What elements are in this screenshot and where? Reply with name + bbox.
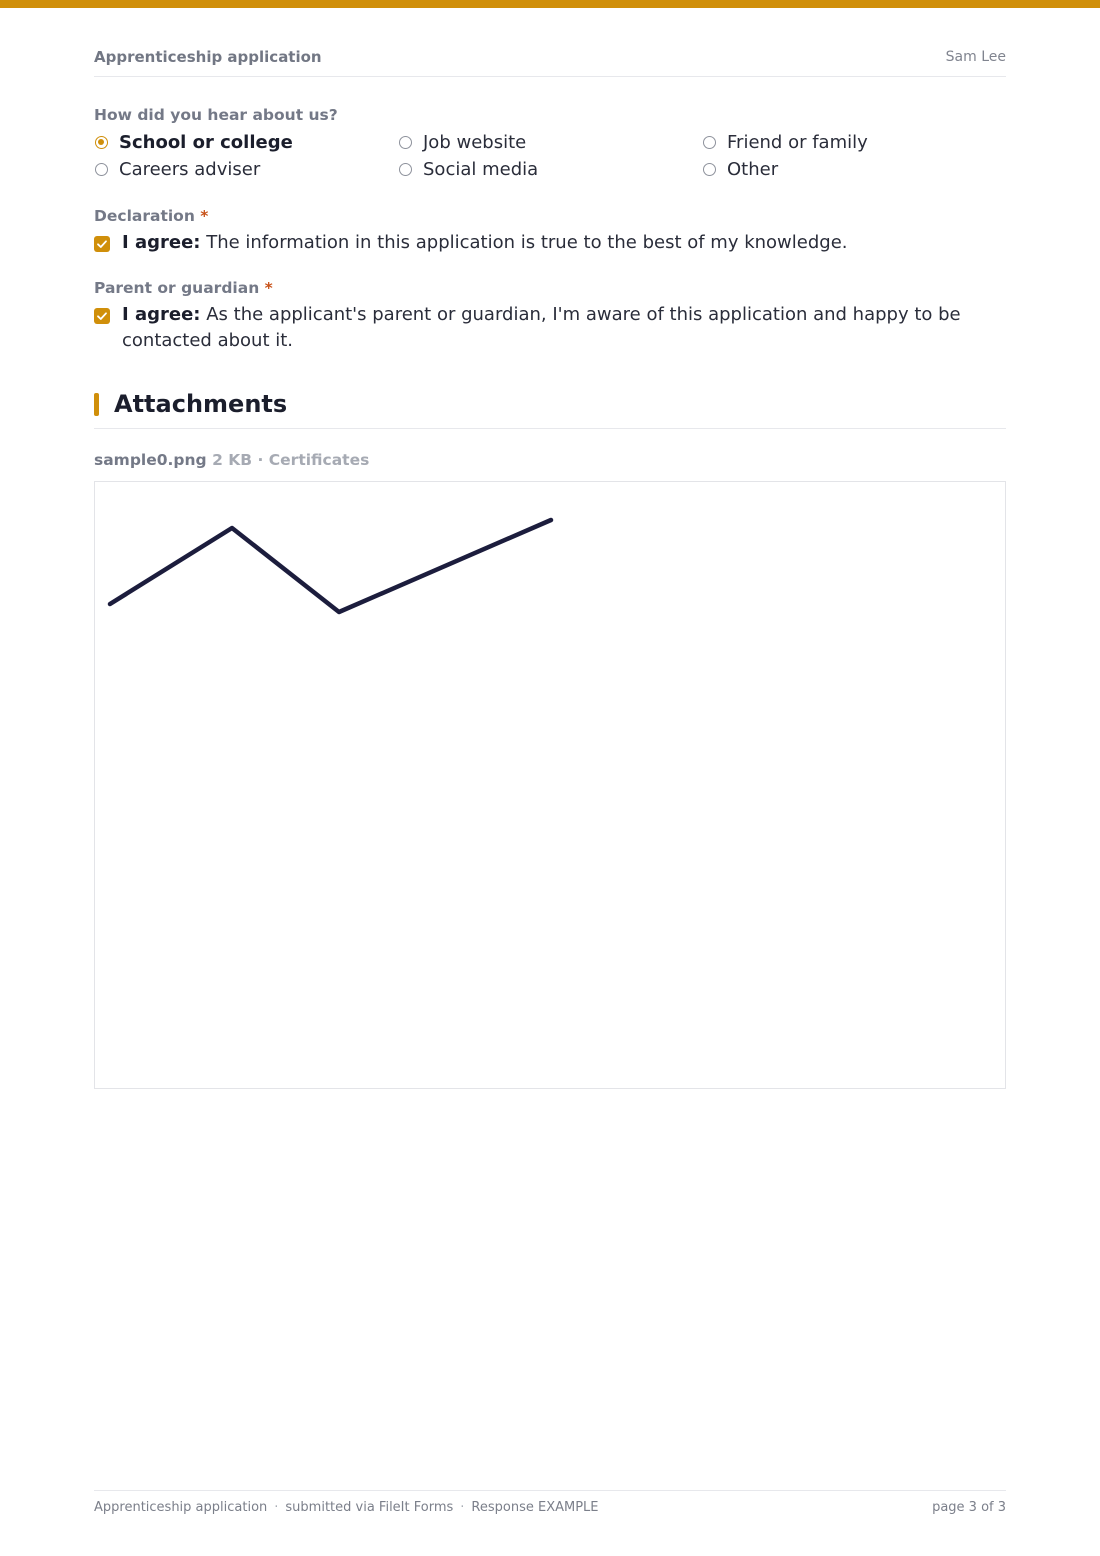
declaration-checkbox[interactable] [94, 230, 1006, 256]
declaration-text [122, 230, 1006, 256]
guardian-label [94, 279, 273, 297]
hear-about-label: How did you hear about us? [94, 106, 338, 124]
option-social-media[interactable] [398, 158, 538, 180]
file-name[interactable]: sample0.png [94, 451, 207, 469]
option-label: Other [727, 158, 779, 180]
checkbox-checked-icon [94, 308, 110, 324]
option-label: Social media [423, 158, 539, 180]
guardian-body: As the applicant's parent or guardian, I'm aware of this application and happy to be contacted about it. [122, 304, 961, 351]
file-meta-separator: · [257, 451, 264, 469]
footer-separator: · [274, 1500, 279, 1515]
footer-form-name: Apprenticeship application [94, 1500, 268, 1515]
attachments-section-header [94, 390, 1006, 429]
required-marker: * [264, 279, 273, 297]
option-school-or-college[interactable] [94, 131, 293, 153]
drawn-line [110, 520, 551, 612]
file-category: Certificates [268, 451, 370, 469]
attachment-image-preview [94, 481, 1006, 1089]
guardian-text [122, 302, 1006, 354]
page-footer [94, 1490, 1006, 1521]
page-number: page 3 of 3 [932, 1500, 1006, 1515]
option-label: Friend or family [727, 131, 868, 153]
page-header [94, 48, 1006, 77]
footer-response: Response EXAMPLE [471, 1500, 599, 1515]
option-label: Job website [423, 131, 527, 153]
radio-selected-icon [95, 136, 108, 149]
section-title: Attachments [114, 390, 288, 418]
option-label: School or college [119, 131, 293, 153]
footer-separator: · [460, 1500, 465, 1515]
agree-label: I agree: [122, 232, 201, 253]
form-title: Apprenticeship application [94, 48, 322, 66]
radio-icon [399, 163, 412, 176]
guardian-checkbox[interactable] [94, 302, 1006, 354]
checkbox-checked-icon [94, 236, 110, 252]
attachment-file-info [94, 451, 369, 469]
section-accent-bar [94, 393, 99, 416]
option-other[interactable] [702, 158, 778, 180]
option-job-website[interactable] [398, 131, 526, 153]
radio-icon [703, 136, 716, 149]
declaration-body: The information in this application is true to the best of my knowledge. [206, 232, 848, 253]
accent-top-bar [0, 0, 1100, 8]
radio-icon [703, 163, 716, 176]
declaration-label-text: Declaration [94, 207, 195, 225]
attachment-image [95, 482, 1005, 1088]
option-friend-or-family[interactable] [702, 131, 868, 153]
file-size: 2 KB [212, 451, 253, 469]
required-marker: * [200, 207, 209, 225]
agree-label: I agree: [122, 304, 201, 325]
option-label: Careers adviser [119, 158, 261, 180]
guardian-label-text: Parent or guardian [94, 279, 260, 297]
declaration-label [94, 207, 208, 225]
footer-submitted-via: submitted via FileIt Forms [285, 1500, 454, 1515]
option-careers-adviser[interactable] [94, 158, 260, 180]
footer-info [94, 1500, 599, 1515]
radio-icon [399, 136, 412, 149]
user-name: Sam Lee [945, 49, 1006, 65]
radio-icon [95, 163, 108, 176]
